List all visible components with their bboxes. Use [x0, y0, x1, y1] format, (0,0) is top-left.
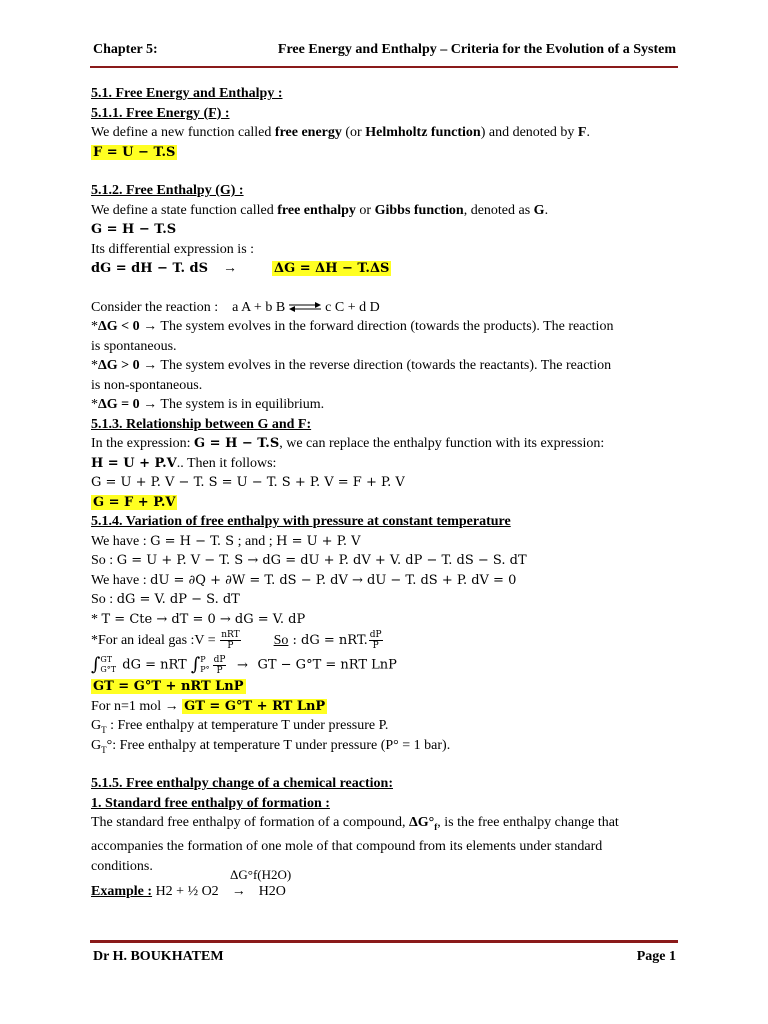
- section-5-1-4-heading: 5.1.4. Variation of free enthalpy with pressure at constant temperature: [91, 514, 511, 529]
- definition-gt: $G_T$ : Free enthalpy at temperature T under pressure P.: [91, 718, 389, 735]
- pressure-result-1: GT = G°T + nRT LnP: [93, 679, 244, 694]
- formation-paragraph-2: accompanies the formation of one mole of that compound from its elements under standard: [91, 839, 603, 855]
- example-delta-label: ΔG°f(H2O): [230, 867, 292, 883]
- condition-positive-cont: is non-spontaneous.: [91, 377, 203, 393]
- formation-paragraph-1: The standard free enthalpy of formation of a compound, $\Delta G^\circ_f$, is the free enthalpy change that: [91, 815, 619, 832]
- integral-icon: ∫: [91, 654, 101, 675]
- variation-line-2: So : G = U + P. V − T. S → dG = dU + P. dV + V. dP − T. dS − S. dT: [91, 553, 527, 568]
- relationship-equation: G = U + P. V − T. S = U − T. S + P. V = F + P. V: [91, 475, 405, 490]
- differential-expression: dG = dH − T. dS → ΔG = ΔH − T.ΔS: [91, 261, 390, 276]
- example-product: H2O: [258, 884, 286, 900]
- footer-page-number: Page 1: [636, 949, 676, 964]
- equilibrium-arrow-icon: [287, 301, 323, 313]
- relationship-text: In the expression: G = H − T.S, we can replace the enthalpy function with its expression:: [91, 436, 605, 451]
- free-enthalpy-definition: We define a state function called free enthalpy or Gibbs function, denoted as G.: [91, 202, 549, 218]
- gibbs-formula: G = H − T.S: [91, 222, 177, 237]
- example-reactants: H2 + ½ O2: [155, 884, 219, 900]
- condition-positive: *ΔG > 0 → The system evolves in the reverse direction (towards the reactants). The reaction: [91, 358, 612, 373]
- reaction-line: Consider the reaction : a A + b B c C + d D: [91, 299, 380, 315]
- standard-formation-heading: 1. Standard free enthalpy of formation :: [91, 795, 330, 811]
- pressure-result-line-2: For n=1 mol → GT = G°T + RT LnP: [91, 698, 326, 714]
- variation-line-3: We have : dU = ∂Q + ∂W = T. dS − P. dV → dU − T. dS + P. dV = 0: [91, 572, 517, 588]
- condition-negative-cont: is spontaneous.: [91, 338, 177, 354]
- condition-negative: *ΔG < 0 → The system evolves in the forward direction (towards the products). The reaction: [91, 319, 614, 334]
- section-5-1-1-heading: 5.1.1. Free Energy (F) :: [91, 105, 230, 121]
- formation-paragraph-3: conditions.: [91, 858, 153, 874]
- page-header: [91, 42, 676, 64]
- footer-author: Dr H. BOUKHATEM: [93, 949, 224, 964]
- pressure-result-2: GT = G°T + RT LnP: [184, 698, 326, 714]
- differential-intro: Its differential expression is :: [91, 241, 255, 257]
- example-line: [91, 867, 678, 900]
- free-energy-definition: We define a new function called free energy (or Helmholtz function) and denoted by F.: [91, 125, 590, 140]
- definition-gt-standard: $G_T^\circ$: Free enthalpy at temperature T under pressure (P° = 1 bar).: [91, 737, 451, 755]
- delta-g-formula: ΔG = ΔH − T.ΔS: [273, 261, 390, 276]
- relationship-text-2: H = U + P.V.. Then it follows:: [91, 455, 277, 471]
- header-chapter: Chapter 5:: [93, 42, 158, 57]
- section-5-1-5-heading: 5.1.5. Free enthalpy change of a chemical reaction:: [91, 776, 393, 791]
- example-arrow: →: [231, 884, 246, 900]
- condition-zero: *ΔG = 0 → The system is in equilibrium.: [91, 397, 325, 412]
- relationship-result: G = F + P.V: [93, 494, 176, 510]
- free-energy-formula: F = U − T.S: [93, 144, 176, 160]
- variation-line-1: We have : G = H − T. S ; and ; H = U + P. V: [91, 533, 361, 549]
- header-rule: [90, 66, 678, 68]
- variation-line-5: * T = Cte → dT = 0 → dG = V. dP: [91, 611, 306, 627]
- footer-rule: [90, 940, 678, 943]
- header-title: Free Energy and Enthalpy – Criteria for the Evolution of a System: [277, 42, 676, 57]
- example-label: Example :: [91, 884, 153, 900]
- section-5-1-heading: 5.1. Free Energy and Enthalpy :: [91, 86, 283, 101]
- page-body: [91, 84, 678, 900]
- ideal-gas-line: *For an ideal gas :V = $\frac{\text{nRT}}{P}$ So : dG = nRT. $\frac{dP}{P}$: [91, 630, 382, 652]
- integral-icon-2: ∫: [190, 654, 201, 675]
- integral-line: ∫ GT G°T dG = nRT ∫ P P° $\frac{dP}{P}$ → GT − G°T = nRT LnP: [91, 654, 397, 676]
- variation-line-4: So : dG = V. dP − S. dT: [91, 592, 240, 607]
- section-5-1-2-heading: 5.1.2. Free Enthalpy (G) :: [91, 183, 244, 198]
- section-5-1-3-heading: 5.1.3. Relationship between G and F:: [91, 416, 312, 432]
